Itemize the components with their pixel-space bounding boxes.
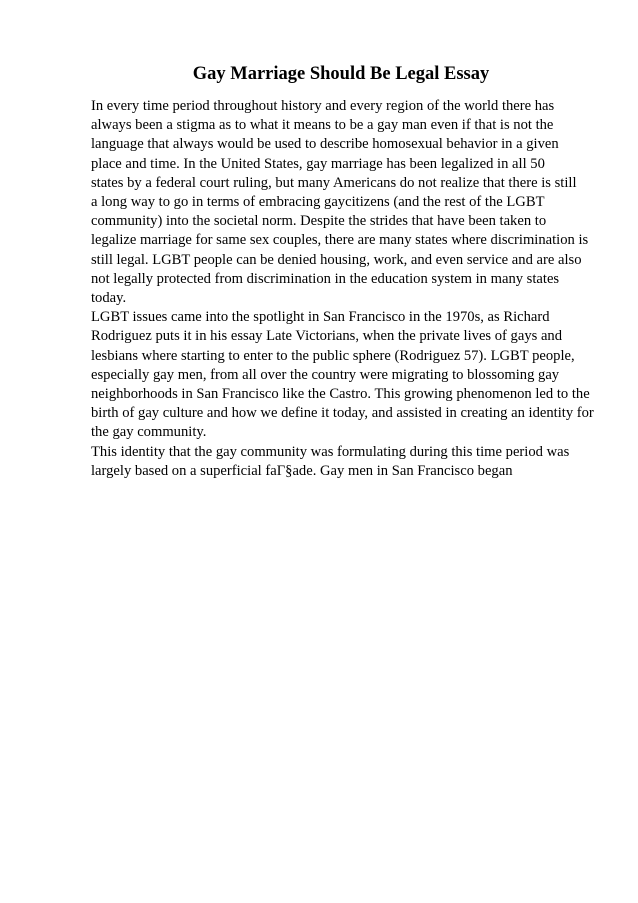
text-line: LGBT issues came into the spotlight in San Francisco in the 1970s, as Richard (91, 309, 550, 326)
document-title: Gay Marriage Should Be Legal Essay (192, 64, 490, 84)
text-line: Rodriguez puts it in his essay Late Victorians, when the private lives of gays and (91, 328, 563, 345)
text-line: neighborhoods in San Francisco like the Castro. This growing phenomenon led to the (91, 386, 590, 403)
text-line: the gay community. (91, 424, 207, 441)
text-line: lesbians where starting to enter to the public sphere (Rodriguez 57). LGBT people, (91, 347, 575, 364)
text-line: legalize marriage for same sex couples, there are many states where discrimination is (91, 232, 589, 249)
text-line: community) into the societal norm. Despite the strides that have been taken to (91, 213, 547, 230)
document-body (91, 97, 611, 481)
paragraph-2 (91, 308, 611, 442)
text-line: largely based on a superficial faГ§ade. Gay men in San Francisco began (91, 462, 513, 479)
paragraph-3 (91, 443, 611, 481)
text-line: especially gay men, from all over the country were migrating to blossoming gay (91, 366, 560, 383)
text-line: always been a stigma as to what it means to be a gay man even if that is not the (91, 117, 554, 134)
text-line: a long way to go in terms of embracing gaycitizens (and the rest of the LGBT (91, 194, 545, 211)
paragraph-1 (91, 97, 611, 308)
text-line: states by a federal court ruling, but many Americans do not realize that there is still (91, 174, 577, 191)
text-line: In every time period throughout history and every region of the world there has (91, 98, 555, 114)
text-line: language that always would be used to describe homosexual behavior in a given (91, 136, 559, 153)
text-line: place and time. In the United States, gay marriage has been legalized in all 50 (91, 155, 545, 172)
text-line: not legally protected from discrimination in the education system in many states (91, 270, 560, 287)
text-line: still legal. LGBT people can be denied housing, work, and even service and are also (91, 251, 582, 268)
text-line: birth of gay culture and how we define it today, and assisted in creating an identity for (91, 405, 594, 422)
text-line: today. (91, 290, 127, 307)
text-line: This identity that the gay community was formulating during this time period was (91, 443, 570, 460)
